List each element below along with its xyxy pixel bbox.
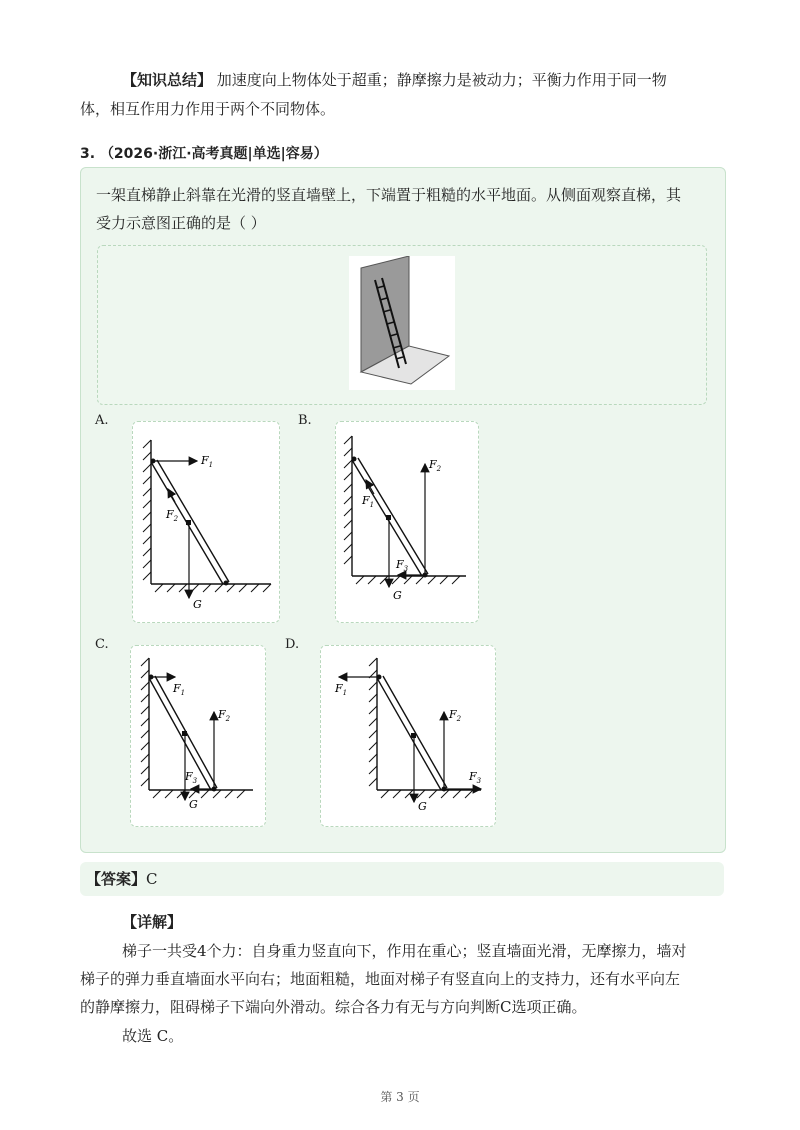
option-c-f3-label: $F_3$ [185, 770, 198, 785]
summary-text-2: 体，相互作用力作用于两个不同物体。 [80, 100, 336, 118]
option-b-f3-label: $F_3$ [396, 558, 409, 573]
question-meta: （2026·浙江·高考真题|单选|容易） [99, 146, 328, 162]
summary-text-1: 加速度向上物体处于超重；静摩擦力是被动力；平衡力作用于同一物 [216, 71, 667, 89]
option-c-f2-label: $F_2$ [218, 708, 231, 723]
option-a-g-label: G [193, 598, 202, 611]
explanation-line-2: 梯子的弹力垂直墙面水平向右；地面粗糙，地面对梯子有竖直向上的支持力，还有水平向左 [80, 970, 681, 988]
option-d-g-label: G [418, 800, 427, 813]
option-b-letter: B. [298, 413, 312, 428]
answer-value: C [146, 870, 158, 888]
answer-line [86, 865, 158, 893]
option-d-diagram [321, 646, 495, 826]
option-a-diagram [133, 422, 279, 622]
explanation-conclusion: 故选 C。 [122, 1027, 184, 1045]
question-stem-2: 受力示意图正确的是（ ） [96, 214, 266, 232]
answer-tag: 【答案】 [86, 870, 147, 888]
question-stem-1: 一架直梯静止斜靠在光滑的竖直墙壁上，下端置于粗糙的水平地面。从侧面观察直梯，其 [96, 186, 682, 204]
option-c-diagram [131, 646, 265, 826]
explanation-tag: 【详解】 [122, 913, 183, 931]
option-c-f1-label: $F_1$ [173, 682, 186, 697]
option-d-f3-label: $F_3$ [469, 770, 482, 785]
ladder-illustration [349, 256, 455, 390]
option-c-g-label: G [189, 798, 198, 811]
summary-tag: 【知识总结】 [122, 71, 213, 89]
option-c[interactable] [130, 645, 266, 827]
option-a-f2-label: $F_2$ [166, 508, 179, 523]
option-d-f2-label: $F_2$ [449, 708, 462, 723]
option-c-letter: C. [95, 637, 109, 652]
option-a[interactable] [132, 421, 280, 623]
option-b-g-label: G [393, 589, 402, 602]
question-header [80, 140, 328, 168]
summary-line-1 [122, 66, 722, 94]
option-b-diagram [336, 422, 478, 622]
explanation-line-3: 的静摩擦力，阻碍梯子下端向外滑动。综合各力有无与方向判断C选项正确。 [80, 998, 587, 1016]
option-d-f1-label: $F_1$ [335, 682, 348, 697]
option-a-f1-label: $F_1$ [201, 454, 214, 469]
question-number: 3. [80, 146, 96, 162]
page-number: 第 3 页 [380, 1090, 420, 1104]
option-d[interactable] [320, 645, 496, 827]
answer-bar [80, 862, 724, 896]
option-b[interactable] [335, 421, 479, 623]
option-b-f1-label: $F_1$ [362, 494, 375, 509]
option-d-letter: D. [285, 637, 300, 652]
option-a-letter: A. [95, 413, 109, 428]
explanation-line-1: 梯子一共受4个力：自身重力竖直向下，作用在重心；竖直墙面光滑，无摩擦力，墙对 [122, 942, 687, 960]
option-b-f2-label: $F_2$ [429, 458, 442, 473]
